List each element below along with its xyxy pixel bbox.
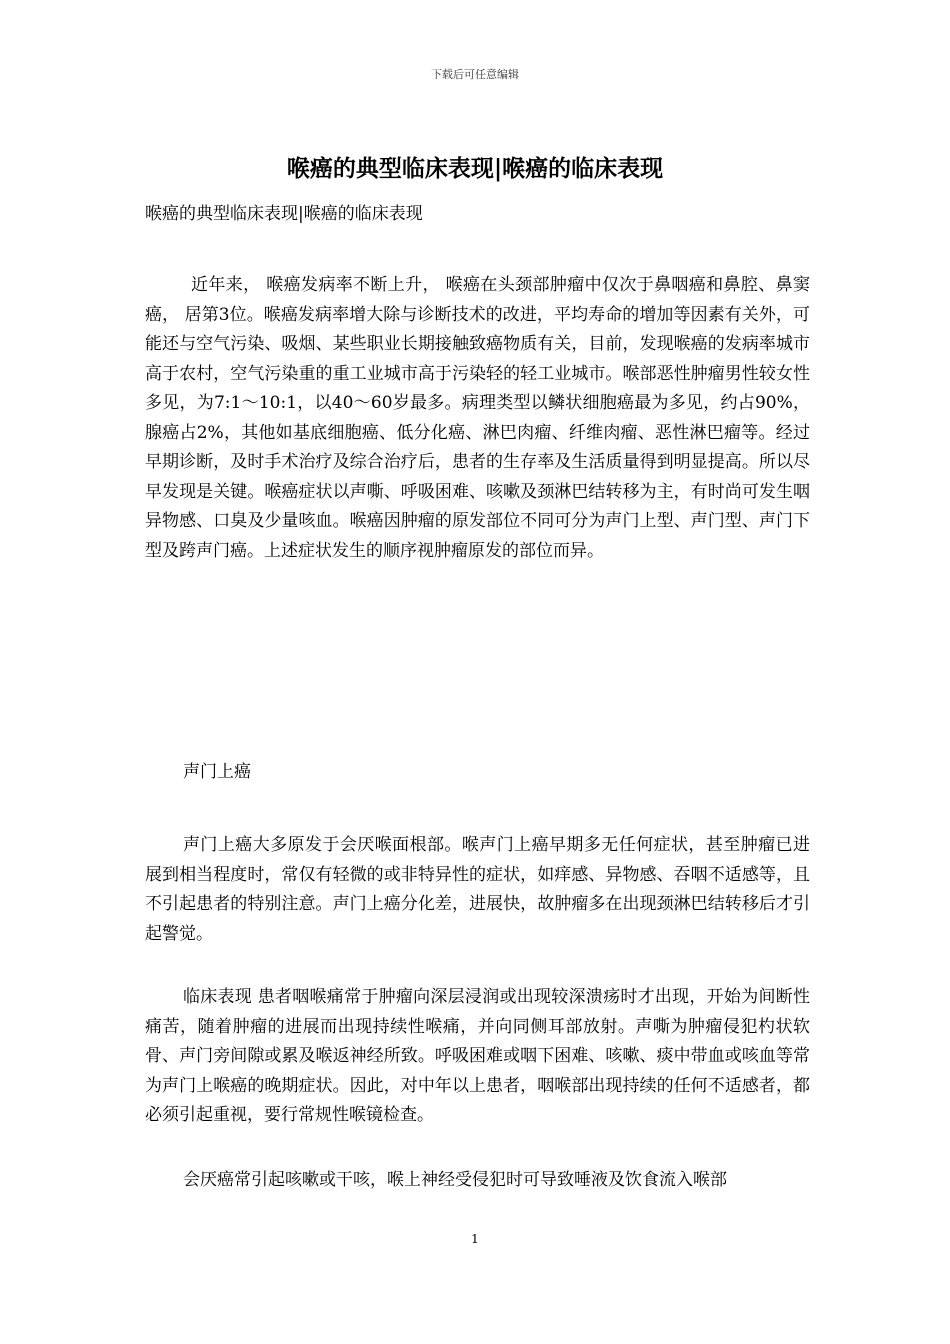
section-heading: 声门上癌 [183, 762, 251, 782]
paragraph-epiglottis: 会厌癌常引起咳嗽或干咳，喉上神经受侵犯时可导致唾液及饮食流入喉部 [183, 1170, 727, 1190]
document-subtitle: 喉癌的典型临床表现|喉癌的临床表现 [145, 204, 423, 224]
header-note: 下载后可任意编辑 [431, 68, 519, 81]
paragraph-supraglottic: 声门上癌大多原发于会厌喉面根部。喉声门上癌早期多无任何症状，甚至肿瘤已进展到相当程度时，常仅有轻微的或非特异性的症状，如痒感、异物感、吞咽不适感等，且不引起患者的特别注意。声门上癌分化差，进展快，故肿瘤多在出现颈淋巴结转移后才引起警觉。 [145, 835, 810, 944]
document-title: 喉癌的典型临床表现|喉癌的临床表现 [286, 155, 664, 182]
page-number: 1 [471, 1232, 479, 1246]
paragraph-clinical: 临床表现 患者咽喉痛常于肿瘤向深层浸润或出现较深溃疡时才出现，开始为间断性痛苦，随着肿瘤的进展而出现持续性喉痛，并向同侧耳部放射。声嘶为肿瘤侵犯杓状软骨、声门旁间隙或累及喉返神经所致。呼吸困难或咽下困难、咳嗽、痰中带血或咳血等常为声门上喉癌的晚期症状。因此，对中年以上患者，咽喉部出现持续的任何不适感者，都必须引起重视，要行常规性喉镜检查。 [145, 987, 810, 1125]
paragraph-intro: 近年来， 喉癌发病率不断上升， 喉癌在头颈部肿瘤中仅次于鼻咽癌和鼻腔、鼻窦癌， 居第3位。喉癌发病率增大除与诊断技术的改进，平均寿命的增加等因素有关外，可能还与空气污染、吸烟、某些职业长期接触致癌物质有关，目前，发现喉癌的发病率城市高于农村，空气污染重的重工业城市高于污染轻的轻工业城市。喉部恶性肿瘤男性较女性多见，为7:1～10:1，以40～60岁最多。病理类型以鳞状细胞癌最为多见，约占90%，腺癌占2%，其他如基底细胞癌、低分化癌、淋巴肉瘤、纤维肉瘤、恶性淋巴瘤等。经过早期诊断，及时手术治疗及综合治疗后，患者的生存率及生活质量得到明显提高。所以尽早发现是关键。喉癌症状以声嘶、呼吸困难、咳嗽及颈淋巴结转移为主，有时尚可发生咽异物感、口臭及少量咳血。喉癌因肿瘤的原发部位不同可分为声门上型、声门型、声门下型及跨声门癌。上述症状发生的顺序视肿瘤原发的部位而异。 [145, 275, 810, 561]
